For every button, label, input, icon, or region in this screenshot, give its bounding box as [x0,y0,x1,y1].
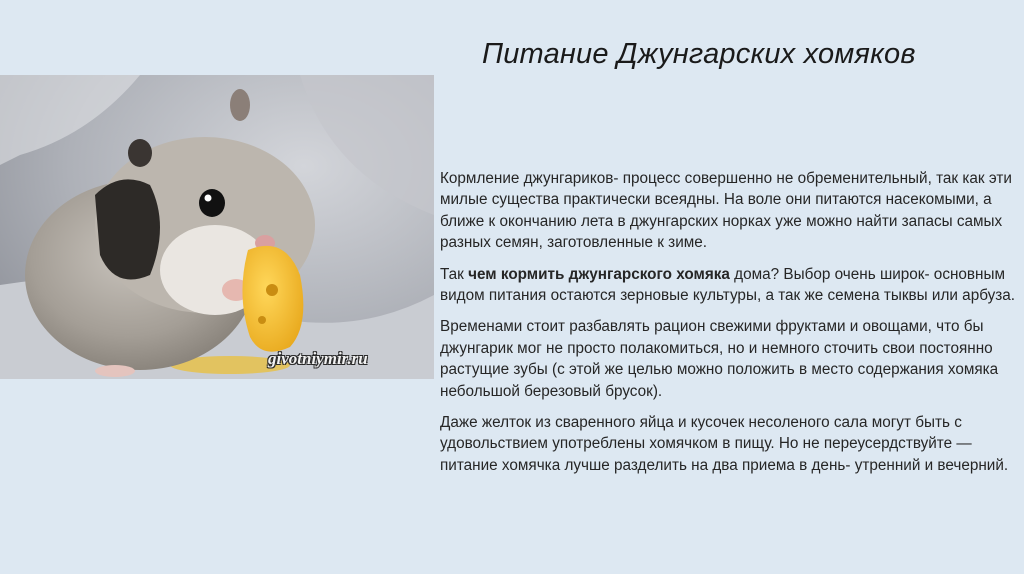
paragraph-1: Кормление джунгариков- процесс совершенно не обременительный, так как эти милые существа практически всеядны. На воле они питаются насекомыми, а ближе к окончанию лета в джунгарских норках уже можно найти запасы самых разных семян, заготовленные к зиме. [440,170,1012,252]
paragraph-3: Временами стоит разбавлять рацион свежими фруктами и овощами, что бы джунгарик мог не просто полакомиться, но и немного сточить свои постоянно растущие зубы (с этой же целью можно положить в место содержания хомяка небольшой березовый брусок). [440,318,999,400]
image-watermark: givotniymir.ru [268,349,368,368]
paragraph-4: Даже желток из сваренного яйца и кусочек несоленого сала могут быть с удовольствием употреблены хомячком в пищу. Но не переусердствуйте — питание хомячка лучше разделить на два приема в день- утренний и вечерний. [440,414,1009,474]
paragraph-2-end: дома? Выбор очень широк- основным видом питания остаются зерновые культуры, а так же семена тыквы или арбуза. [440,265,1016,305]
paragraph-2 [440,264,1018,307]
paragraph-2-bold: чем кормить джунгарского хомяка [468,265,730,283]
hamster-photo [0,75,434,379]
slide-title: Питание Джунгарских хомяков [482,38,916,70]
paragraph-2-start: Так [440,265,469,283]
slide-body [440,168,1018,486]
hamster-illustration [0,75,434,379]
